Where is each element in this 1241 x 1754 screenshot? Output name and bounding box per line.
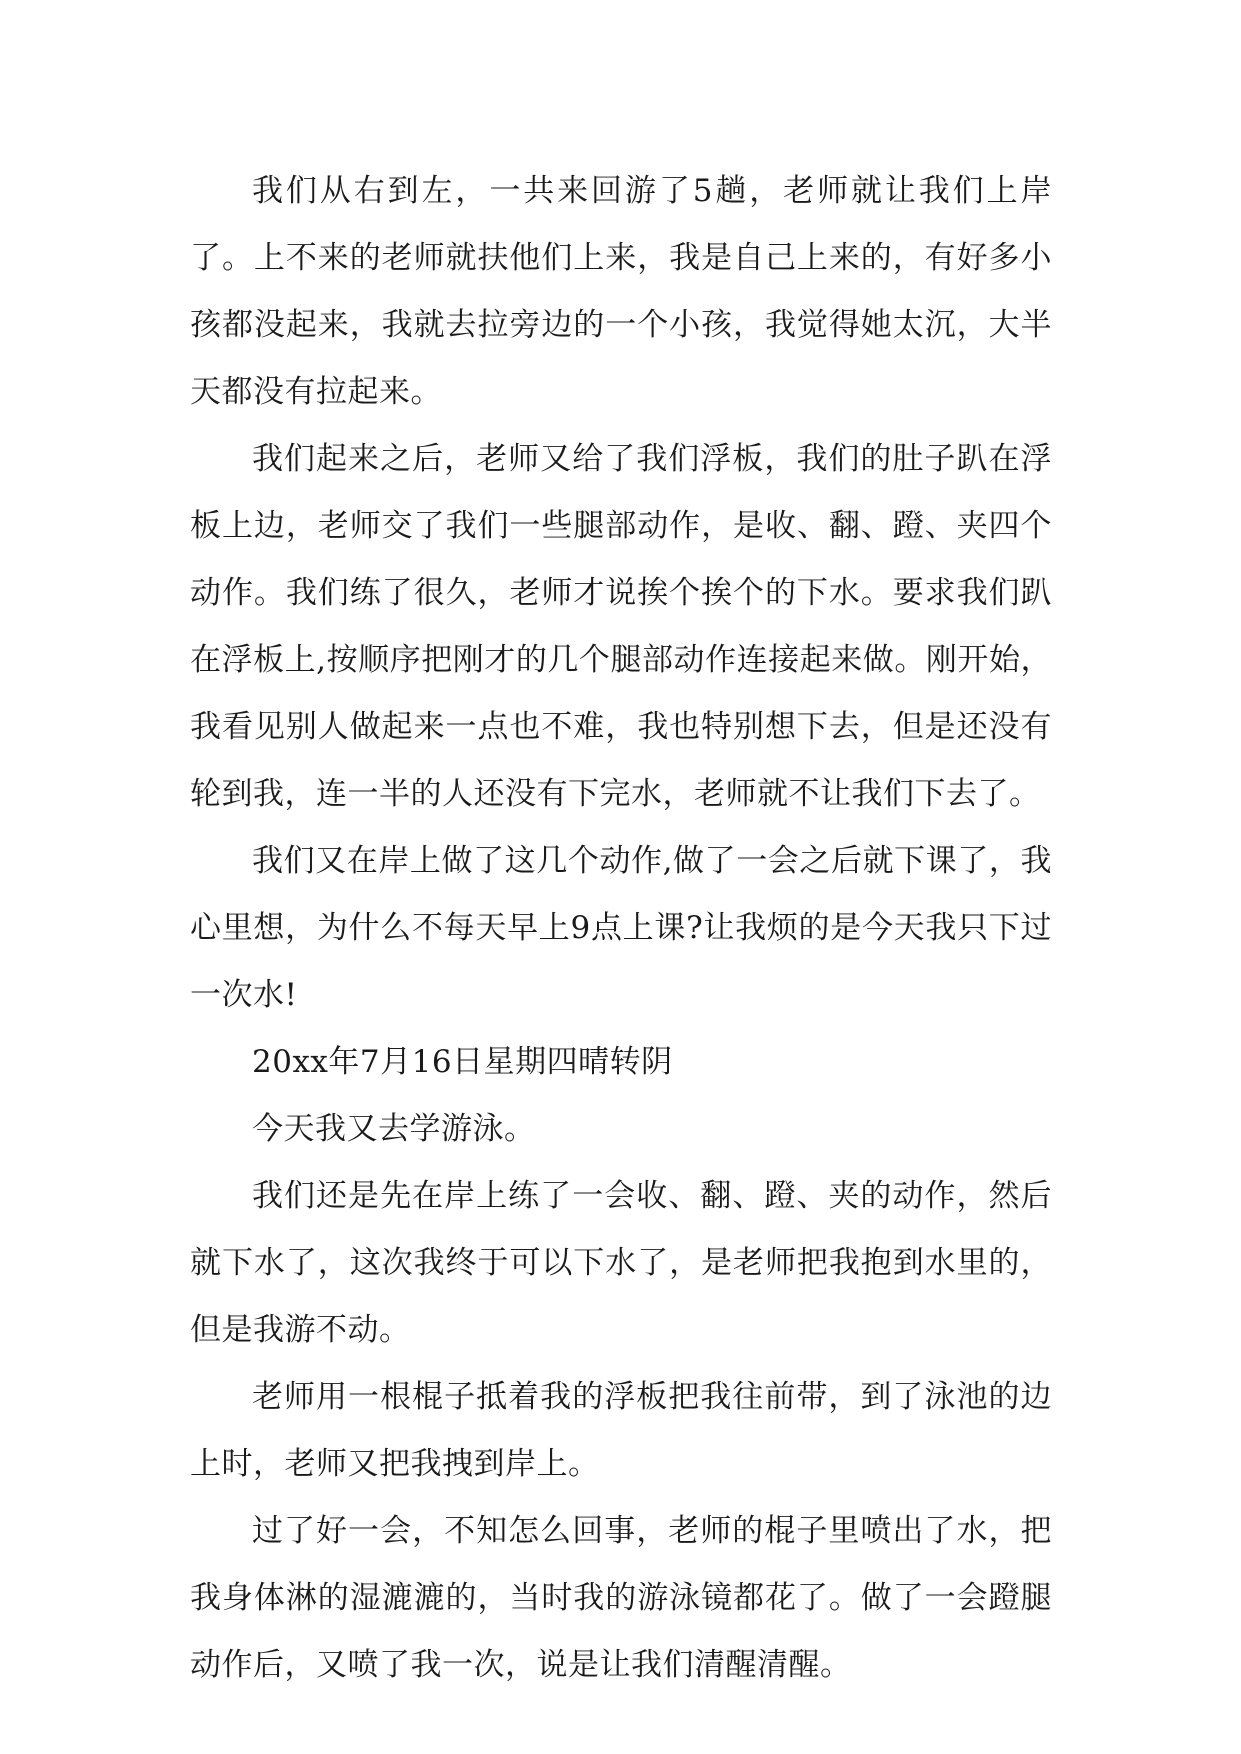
date-line: 20xx年7月16日星期四晴转阴 <box>252 1044 673 1080</box>
paragraph: 我们又在岸上做了这几个动作,做了一会之后就下课了，我心里想，为什么不每天早上9点上课?让我烦的是今天我只下过一次水! <box>190 843 1052 1013</box>
paragraph: 今天我又去学游泳。 <box>252 1111 536 1147</box>
paragraph: 我们起来之后，老师又给了我们浮板，我们的肚子趴在浮板上边，老师交了我们一些腿部动作，是收、翻、蹬、夹四个动作。我们练了很久，老师才说挨个挨个的下水。要求我们趴在浮板上,按顺序把刚才的几个腿部动作连接起来做。刚开始，我看见别人做起来一点也不难，我也特别想下去，但是还没有轮到我，连一半的人还没有下完水，老师就不让我们下去了。 <box>190 441 1052 812</box>
document-body <box>190 158 1052 1699</box>
paragraph: 我们还是先在岸上练了一会收、翻、蹬、夹的动作，然后就下水了，这次我终于可以下水了，是老师把我抱到水里的，但是我游不动。 <box>190 1178 1052 1348</box>
paragraph: 过了好一会，不知怎么回事，老师的棍子里喷出了水，把我身体淋的湿漉漉的，当时我的游泳镜都花了。做了一会蹬腿动作后，又喷了我一次，说是让我们清醒清醒。 <box>190 1513 1052 1683</box>
paragraph: 老师用一根棍子抵着我的浮板把我往前带，到了泳池的边上时，老师又把我拽到岸上。 <box>190 1379 1052 1482</box>
paragraph: 我们从右到左，一共来回游了5趟，老师就让我们上岸了。上不来的老师就扶他们上来，我是自己上来的，有好多小孩都没起来，我就去拉旁边的一个小孩，我觉得她太沉，大半天都没有拉起来。 <box>190 173 1052 410</box>
